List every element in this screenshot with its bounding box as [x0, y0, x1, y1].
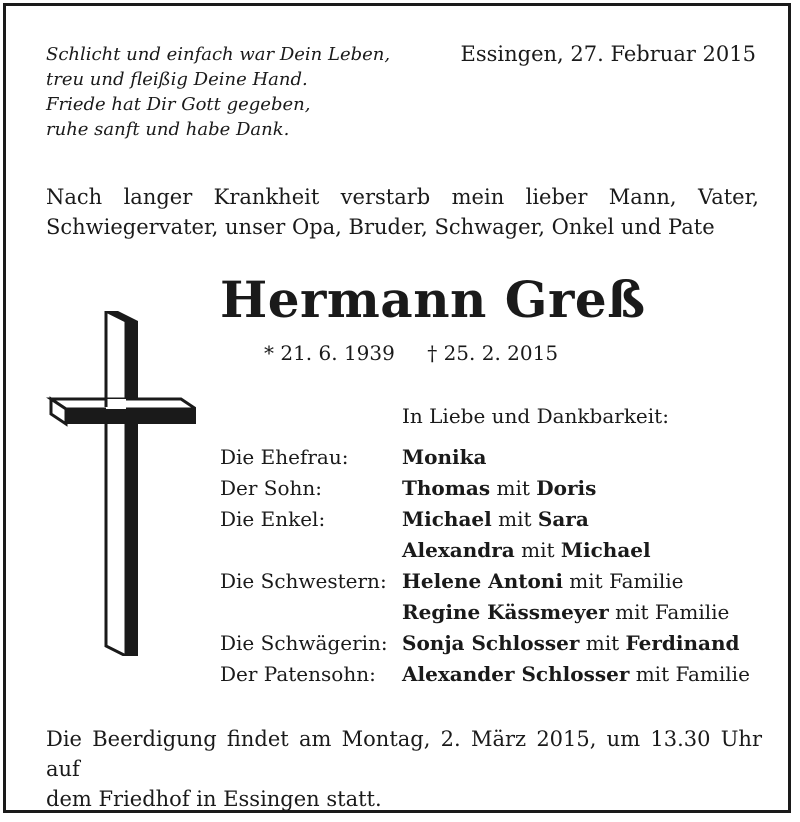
- mourner-relation: Die Schwägerin:: [220, 631, 388, 655]
- mourner-connector: mit: [579, 631, 626, 655]
- mourner-partner-name: Doris: [536, 476, 597, 500]
- mourner-names: [402, 442, 486, 473]
- obituary-notice: [3, 3, 791, 813]
- death-date: † 25. 2. 2015: [427, 341, 559, 365]
- verse-line: Friede hat Dir Gott gegeben,: [46, 94, 311, 115]
- mourner-name: Helene Antoni: [402, 569, 563, 593]
- mourner-name: Alexander Schlosser: [402, 662, 630, 686]
- mourner-relation: Die Enkel:: [220, 507, 326, 531]
- life-dates: [264, 341, 584, 365]
- mourner-relation: Der Patensohn:: [220, 662, 376, 686]
- mourner-suffix: mit Familie: [562, 569, 684, 593]
- mourner-name: Regine Kässmeyer: [402, 600, 609, 624]
- mourner-suffix: mit Familie: [629, 662, 750, 686]
- funeral-line: dem Friedhof in Essingen statt.: [46, 787, 382, 811]
- memorial-verse: [46, 42, 390, 142]
- birth-date: * 21. 6. 1939: [264, 341, 395, 365]
- mourner-relation: Der Sohn:: [220, 476, 323, 500]
- mourner-names: [402, 473, 596, 504]
- mourner-connector: mit: [491, 507, 538, 531]
- mourner-name: Thomas: [402, 476, 491, 500]
- mourner-names: [402, 659, 750, 690]
- thanks-line: In Liebe und Dankbarkeit:: [402, 404, 669, 428]
- mourner-names: [402, 597, 729, 628]
- verse-line: treu und fleißig Deine Hand.: [46, 69, 308, 90]
- latin-cross-icon: [46, 311, 196, 656]
- funeral-line: Die Beerdigung findet am Montag, 2. März 2015, um 13.30 Uhr auf: [46, 727, 762, 781]
- mourner-name: Alexandra: [402, 538, 515, 562]
- announcement-line: Schwiegervater, unser Opa, Bruder, Schwager, Onkel und Pate: [46, 215, 715, 239]
- place-and-date: Essingen, 27. Februar 2015: [460, 42, 756, 66]
- mourner-relation: Die Schwestern:: [220, 569, 387, 593]
- mourner-names: [402, 628, 739, 659]
- mourner-partner-name: Michael: [560, 538, 651, 562]
- mourner-relation: Die Ehefrau:: [220, 445, 349, 469]
- mourner-names: [402, 535, 651, 566]
- mourner-connector: mit: [490, 476, 537, 500]
- mourner-names: [402, 566, 684, 597]
- mourner-names: [402, 504, 589, 535]
- deceased-name: Hermann Greß: [220, 270, 646, 329]
- mourner-partner-name: Ferdinand: [625, 631, 740, 655]
- verse-line: Schlicht und einfach war Dein Leben,: [46, 44, 391, 65]
- announcement-text: [46, 182, 759, 242]
- mourner-partner-name: Sara: [537, 507, 589, 531]
- announcement-line: Nach langer Krankheit verstarb mein lieber Mann, Vater,: [46, 185, 759, 209]
- mourner-connector: mit: [514, 538, 561, 562]
- mourner-name: Monika: [402, 445, 487, 469]
- funeral-notice: [46, 724, 762, 814]
- verse-line: ruhe sanft und habe Dank.: [46, 119, 290, 140]
- mourner-suffix: mit Familie: [608, 600, 730, 624]
- mourner-name: Michael: [402, 507, 492, 531]
- mourner-name: Sonja Schlosser: [402, 631, 580, 655]
